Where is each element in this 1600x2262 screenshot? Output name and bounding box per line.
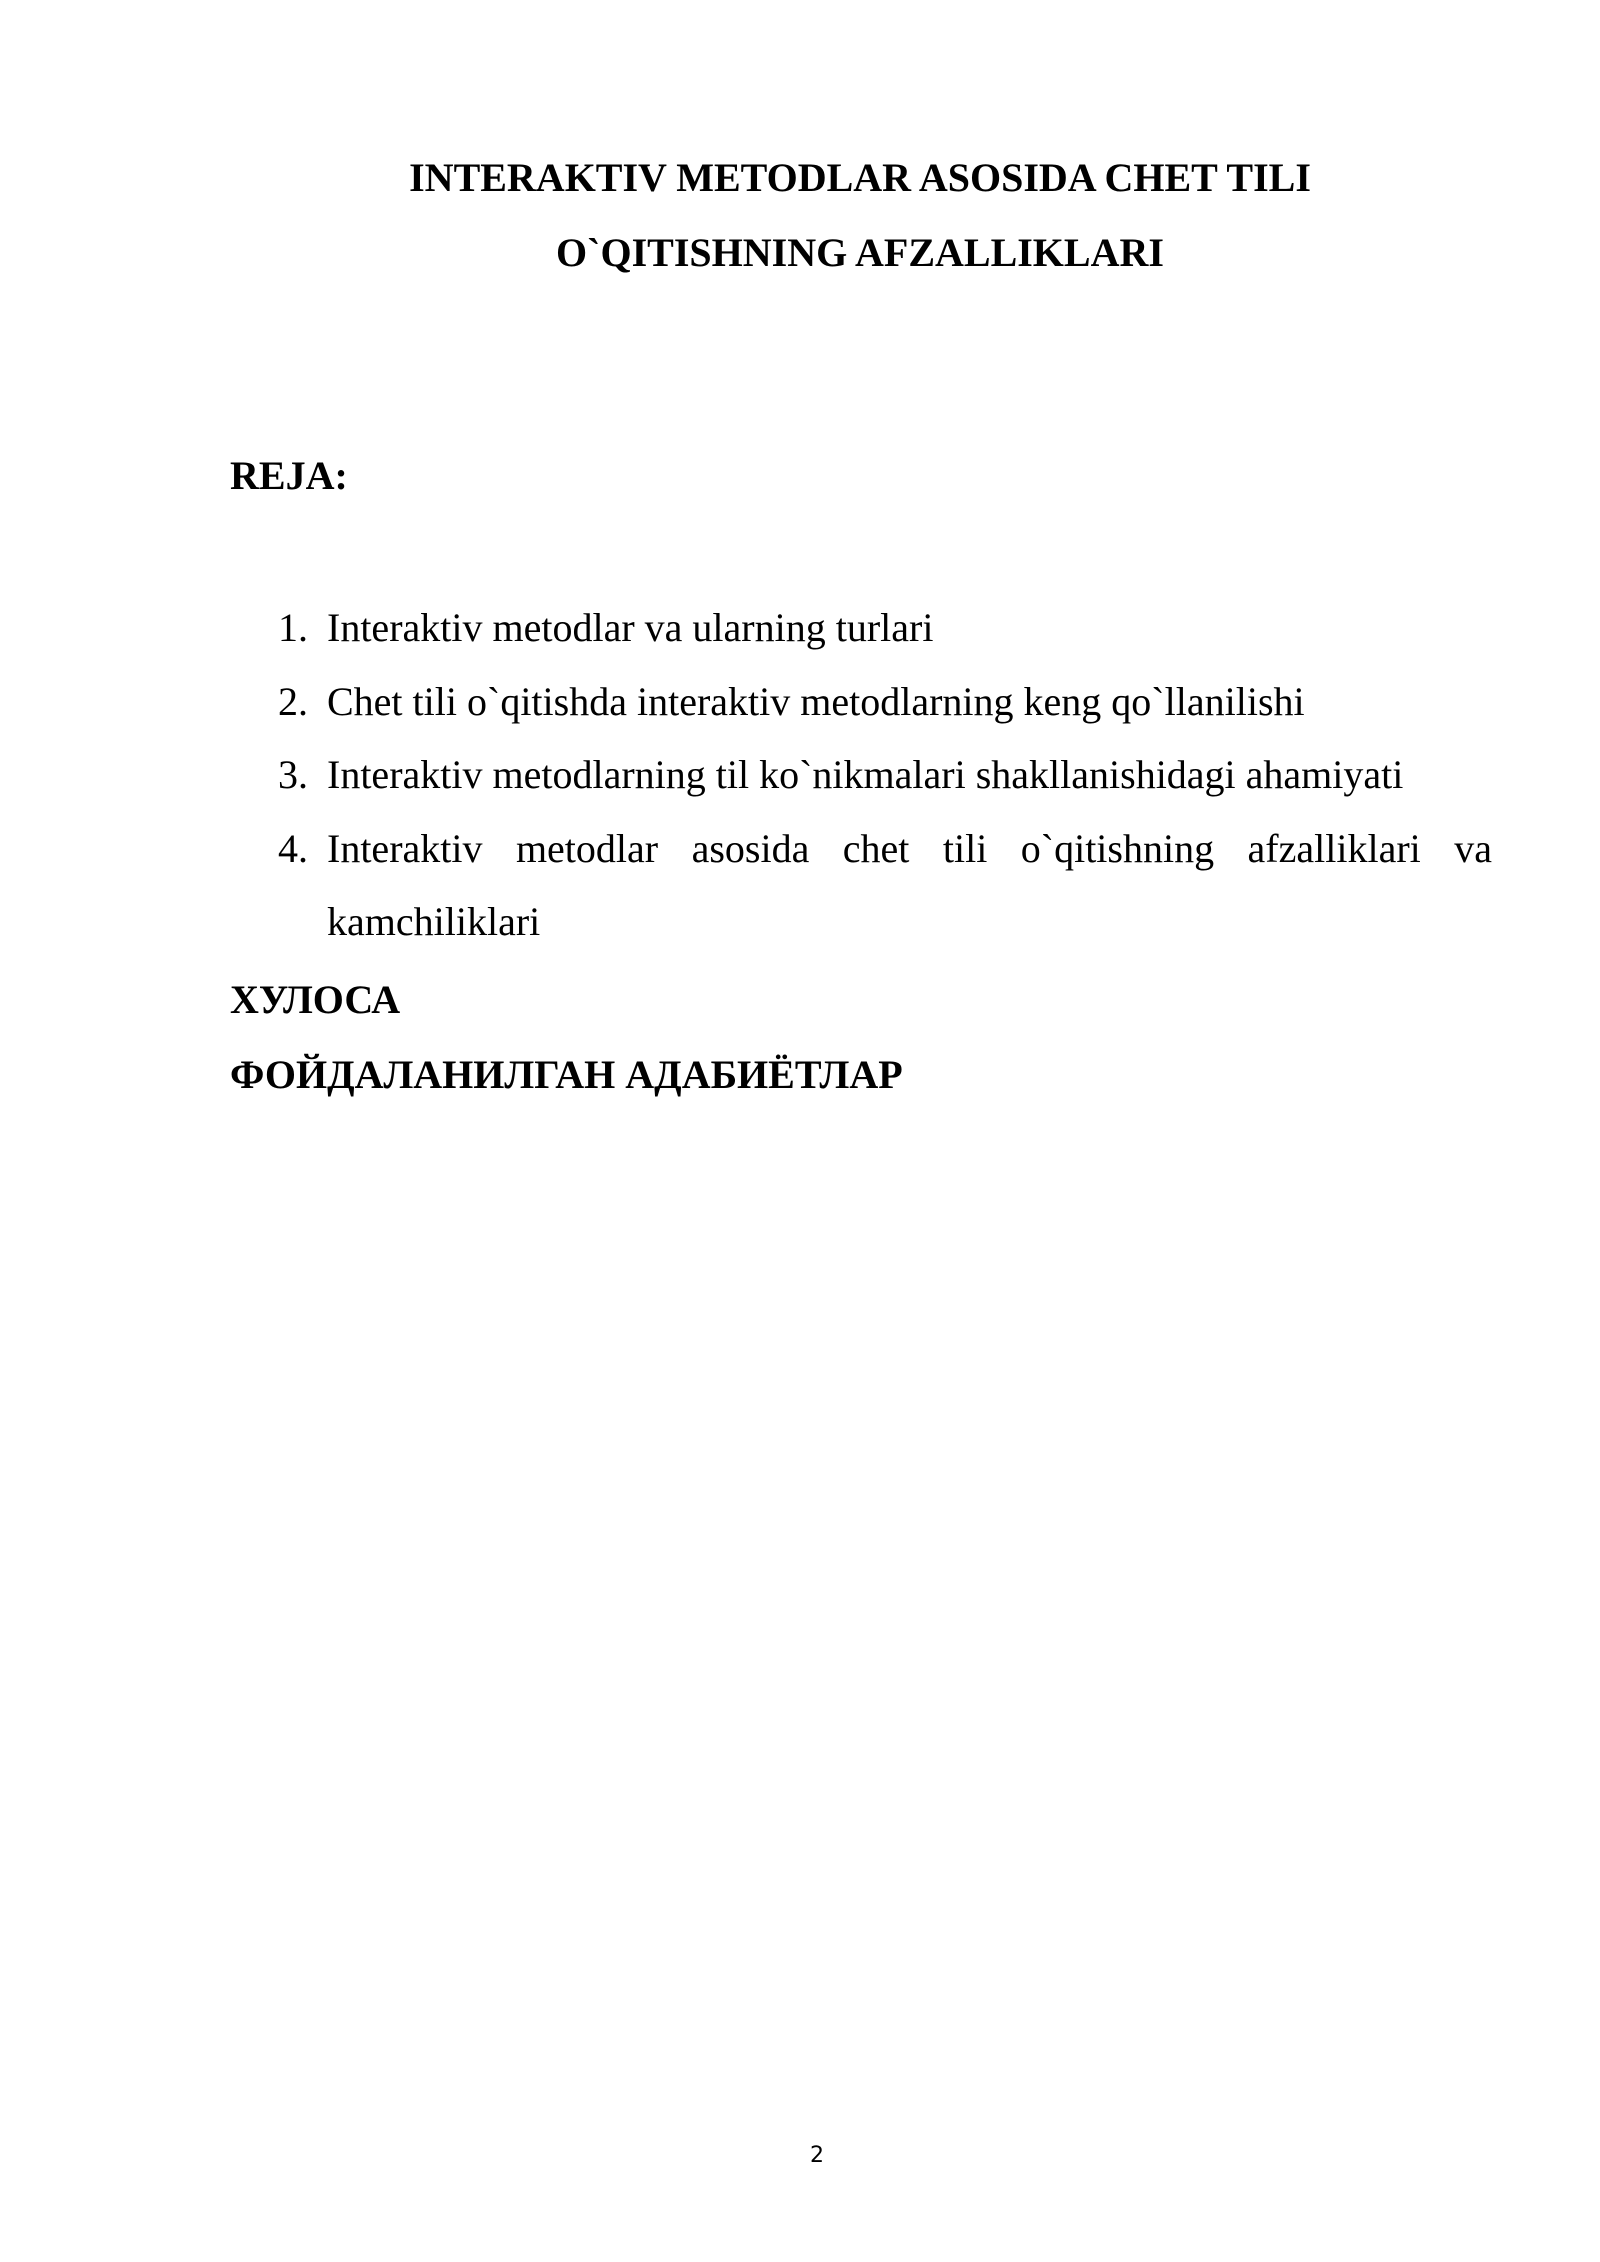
- document-title-line-2: O`QITISHNING AFZALLIKLARI: [556, 230, 1164, 275]
- plan-item-text: Interaktiv metodlar va ularning turlari: [327, 605, 934, 650]
- references-heading: ФОЙДАЛАНИЛГАН АДАБИЁТЛАР: [230, 1052, 903, 1097]
- document-title-line-1: INTERAKTIV METODLAR ASOSIDA CHET TILI: [409, 155, 1311, 200]
- plan-item-2: [278, 665, 1492, 738]
- plan-item-number: 1.: [278, 605, 308, 650]
- plan-item-number: 2.: [278, 679, 308, 724]
- plan-heading: REJA:: [230, 453, 348, 498]
- page-number: 2: [810, 2143, 824, 2168]
- plan-item-1: [278, 591, 1492, 664]
- plan-item-text: Interaktiv metodlarning til ko`nikmalari shakllanishidagi ahamiyati: [327, 752, 1404, 797]
- plan-item-4: [278, 812, 1492, 958]
- conclusion-heading: ХУЛОСА: [230, 977, 401, 1022]
- plan-item-number: 4.: [278, 826, 308, 871]
- plan-item-text: Interaktiv metodlar asosida chet tili o`qitishning afzalliklari va kamchiliklari: [327, 826, 1492, 944]
- plan-item-3: [278, 738, 1492, 811]
- plan-item-text: Chet tili o`qitishda interaktiv metodlarning keng qo`llanilishi: [327, 679, 1305, 724]
- plan-item-number: 3.: [278, 752, 308, 797]
